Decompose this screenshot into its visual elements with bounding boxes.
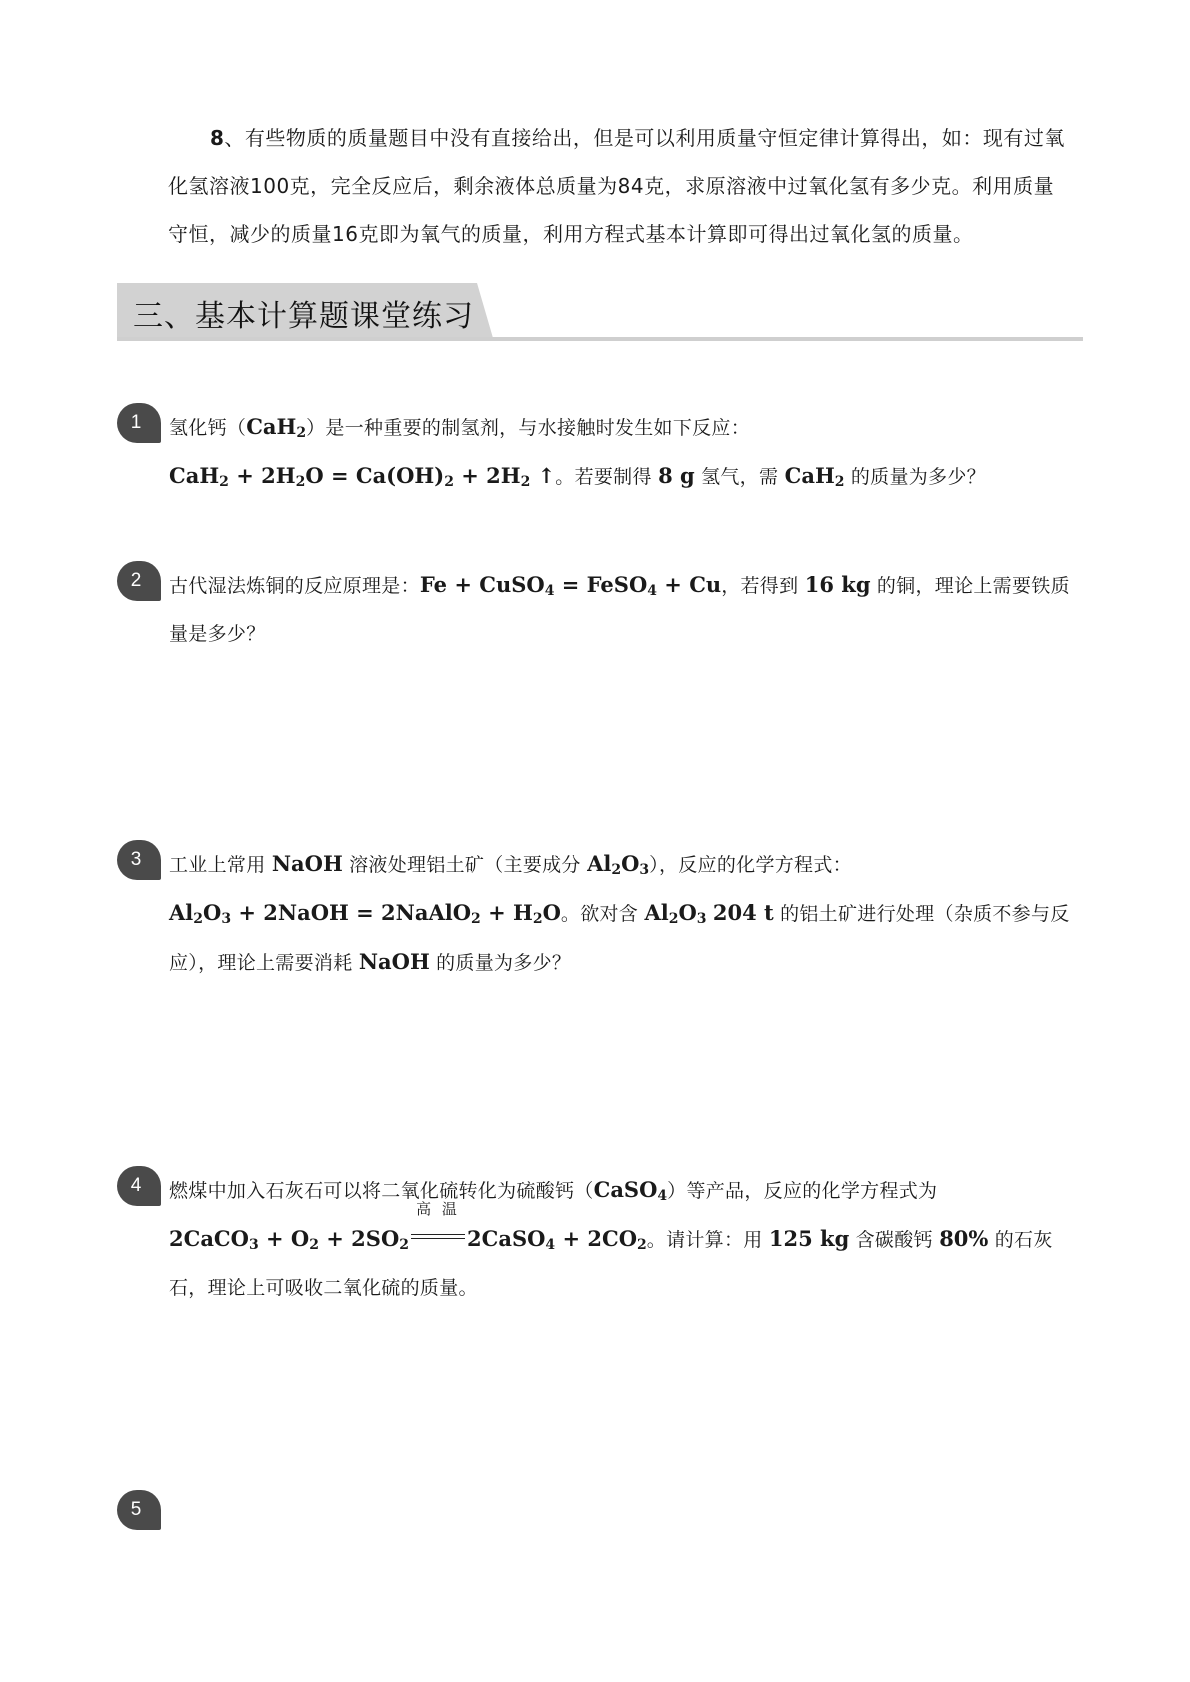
question-number-badge: 2 xyxy=(117,561,161,601)
question-number-badge: 4 xyxy=(117,1166,161,1206)
q4-text-4: 含碳酸钙 xyxy=(849,1229,940,1251)
equation-cah2-water: $CaH_2 + 2H_2O = Ca(OH)_2 + 2H_2$ ↑ xyxy=(169,463,556,490)
formula-naoh: NaOH xyxy=(358,949,430,974)
question-1-text xyxy=(169,403,1074,501)
formula-al2o3: $Al_2O_3$ xyxy=(644,900,707,927)
equation-al2o3-naoh: $Al_2O_3$ + 2NaOH = 2NaAlO$_2$ + $H_2O$ xyxy=(169,900,561,927)
point-number: 8 xyxy=(210,126,225,150)
q1-mass: 8 g xyxy=(658,463,695,488)
q3-mass: 204 t xyxy=(712,900,774,925)
question-4-text xyxy=(169,1166,1074,1312)
q2-text-1: 古代湿法炼铜的反应原理是： xyxy=(169,575,420,597)
section-header xyxy=(117,283,1083,343)
question-3-text xyxy=(169,840,1074,987)
q1-text-3: 。若要制得 xyxy=(555,466,659,488)
reaction-condition-label: 高 温 xyxy=(416,1200,460,1218)
formula-cah2: CaH$_2$ xyxy=(784,463,845,490)
q1-text-1: 氢化钙（ xyxy=(169,417,247,439)
formula-cah2: CaH$_2$ xyxy=(246,414,307,441)
q4-text-5: 的石灰石，理论上可吸收二氧化硫的质量。 xyxy=(169,1229,1053,1299)
question-2-text xyxy=(169,561,1074,658)
formula-al2o3: $Al_2O_3$ xyxy=(587,851,650,878)
section-header-rule xyxy=(117,337,1083,341)
formula-caso4: CaSO$_4$ xyxy=(593,1177,668,1204)
q3-text-6: 的质量为多少？ xyxy=(429,952,572,974)
q1-text-4: 氢气，需 xyxy=(694,466,785,488)
point-8-text: 、有些物质的质量题目中没有直接给出，但是可以利用质量守恒定律计算得出，如：现有过氧化氢溶液100克，完全反应后，剩余液体总质量为84克，求原溶液中过氧化氢有多少克。利用质量守恒，减少的质量16克即为氧气的质量，利用方程式基本计算即可得出过氧化氢的质量。 xyxy=(168,126,1065,246)
section-title: 三、基本计算题课堂练习 xyxy=(133,299,474,334)
question-number-badge: 3 xyxy=(117,840,161,880)
reaction-condition-arrow xyxy=(411,1200,465,1246)
q3-text-3: ），反应的化学方程式： xyxy=(649,854,852,876)
q2-mass: 16 kg xyxy=(804,572,871,597)
q1-text-5: 的质量为多少？ xyxy=(844,466,986,488)
point-8-paragraph xyxy=(168,114,1068,258)
equation-caco3-so2: 2CaCO$_3$ + $O_2 + 2SO_2$ 高 温 2CaSO$_4$ + $2CO_2$ xyxy=(169,1200,647,1253)
q3-text-2: 溶液处理铝土矿（主要成分 xyxy=(342,854,588,876)
q1-text-2: ）是一种重要的制氢剂，与水接触时发生如下反应： xyxy=(306,417,751,439)
q3-text-1: 工业上常用 xyxy=(169,854,272,876)
q3-text-4: 。欲对含 xyxy=(560,903,645,925)
q2-text-2: ，若得到 xyxy=(721,575,805,597)
formula-naoh: NaOH xyxy=(271,851,343,876)
q4-text-3: 。请计算：用 xyxy=(646,1229,769,1251)
question-number-badge: 5 xyxy=(117,1490,161,1530)
q4-text-2: ）等产品，反应的化学方程式为 xyxy=(667,1180,938,1202)
q4-text-1: 燃煤中加入石灰石可以将二氧化硫转化为硫酸钙（ xyxy=(169,1180,594,1202)
q3-text-5: 的铝土矿进行处理（杂质不参与反应），理论上需要消耗 xyxy=(169,903,1070,974)
q4-percent: 80% xyxy=(939,1226,989,1251)
question-number-badge: 1 xyxy=(117,403,161,443)
q2-text-3: 的铜，理论上需要铁质量是多少？ xyxy=(169,575,1070,645)
equation-fe-cuso4: Fe + CuSO$_4$ = FeSO$_4$ + Cu xyxy=(419,572,722,599)
q4-mass: 125 kg xyxy=(768,1226,850,1251)
